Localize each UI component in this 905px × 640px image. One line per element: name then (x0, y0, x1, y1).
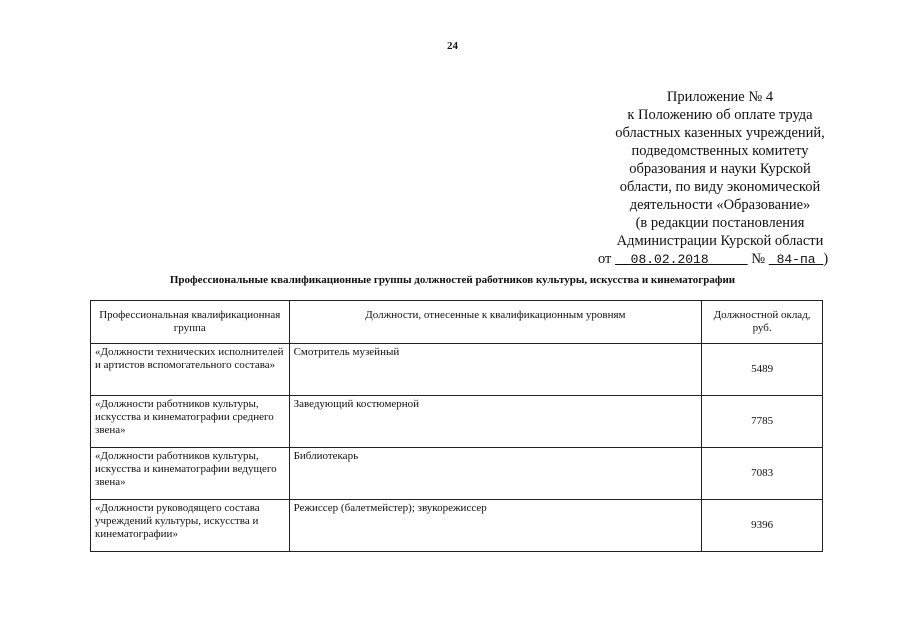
page-number: 24 (447, 40, 458, 52)
appendix-date-line (560, 250, 880, 269)
date-prefix: от (598, 251, 612, 267)
appendix-header (560, 88, 880, 269)
cell-positions: Смотритель музейный (289, 344, 702, 396)
table-row (91, 396, 823, 448)
cell-salary: 7083 (702, 448, 823, 500)
cell-group: «Должности руководящего состава учреждений культуры, искусства и кинематографии» (91, 500, 290, 552)
appendix-line: к Положению об оплате труда (627, 107, 813, 123)
header-positions: Должности, отнесенные к квалификационным уровням (289, 301, 702, 344)
header-group: Профессиональная квалификационная группа (91, 301, 290, 344)
appendix-line: подведомственных комитету (631, 143, 809, 159)
appendix-line: области, по виду экономической (619, 179, 821, 195)
appendix-line: Администрации Курской области (616, 233, 824, 249)
table-row (91, 500, 823, 552)
date-value (615, 252, 748, 267)
number-prefix: № (751, 251, 766, 267)
cell-positions: Заведующий костюмерной (289, 396, 702, 448)
appendix-line: образования и науки Курской (629, 161, 811, 177)
cell-salary: 5489 (702, 344, 823, 396)
cell-group: «Должности технических исполнителей и артистов вспомогательного состава» (91, 344, 290, 396)
appendix-line: деятельности «Образование» (629, 197, 811, 213)
header-salary: Должностной оклад, руб. (702, 301, 823, 344)
document-title: Профессиональные квалификационные группы должностей работников культуры, искусства и кинематографии (169, 274, 736, 286)
cell-salary: 9396 (702, 500, 823, 552)
qualification-table (90, 300, 823, 552)
table-row (91, 448, 823, 500)
number-value (769, 252, 824, 267)
closing-paren: ) (823, 251, 829, 267)
cell-positions: Библиотекарь (289, 448, 702, 500)
cell-group: «Должности работников культуры, искусства и кинематографии среднего звена» (91, 396, 290, 448)
number-text: 84-па (776, 252, 816, 267)
date-text: 08.02.2018 (630, 252, 709, 267)
appendix-line: (в редакции постановления (635, 215, 805, 231)
table-row (91, 344, 823, 396)
appendix-line: областных казенных учреждений, (615, 125, 825, 141)
cell-group: «Должности работников культуры, искусства и кинематографии ведущего звена» (91, 448, 290, 500)
appendix-line: Приложение № 4 (666, 89, 774, 105)
cell-salary: 7785 (702, 396, 823, 448)
table-header-row (91, 301, 823, 344)
cell-positions: Режиссер (балетмейстер); звукорежиссер (289, 500, 702, 552)
